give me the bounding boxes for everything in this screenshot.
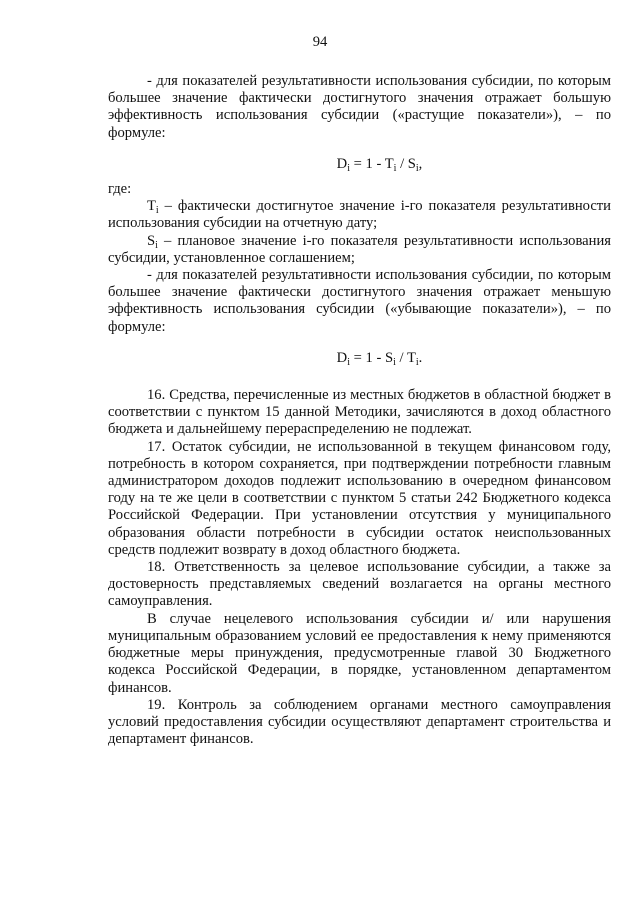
where-label: где:: [108, 181, 132, 198]
definition-ti: $T_i$ – фактически достигнутое значение i-го показателя результативности использования субсидии на отчетную дату;: [108, 198, 611, 232]
document-body: [108, 73, 611, 748]
paragraph-growing-indicators: - для показателей результативности использования субсидии, по которым большее значение фактически достигнутого значения отражает большую эффективность использования субсидии («растущие показатели»), – по формуле:: [108, 73, 611, 141]
definition-si: $S_i$ – плановое значение i-го показателя результативности использования субсидии, установленное соглашением;: [108, 232, 611, 266]
paragraph-16: 16. Средства, перечисленные из местных бюджетов в областной бюджет в соответствии с пунктом 15 данной Методики, зачисляются в доход областного бюджета и дальнейшему перераспределению не подлежат.: [108, 387, 611, 438]
page-number: 94: [312, 34, 328, 50]
paragraph-17: 17. Остаток субсидии, не использованной в текущем финансовом году, потребность в котором сохраняется, при подтверждении потребности главным администратором доходов подлежит использованию в очередном финансовом году на те же цели в соответствии с пунктом 5 статьи 242 Бюджетного кодекса Российской Федерации. При установлении отсутствия у муниципального образования области потребности в субсидии остаток неиспользованных средств подлежит возврату в доход областного бюджета.: [108, 438, 611, 558]
paragraph-19: 19. Контроль за соблюдением органами местного самоуправления условий предоставления субсидии осуществляют департамент строительства и департамент финансов.: [108, 696, 611, 748]
formula-growing: $D_i = 1 - T_i / S_i$,: [336, 155, 423, 174]
paragraph-18: 18. Ответственность за целевое использование субсидии, а также за достоверность представляемых сведений возлагается на органы местного самоуправления.: [108, 559, 611, 610]
paragraph-decreasing-indicators: - для показателей результативности использования субсидии, по которым большее значение фактически достигнутого значения отражает меньшую эффективность использования субсидии («убывающие показатели»), – по формуле:: [108, 267, 611, 335]
paragraph-18-continued: В случае нецелевого использования субсидии и/ или нарушения муниципальным образованием условий ее предоставления к нему применяются бюджетные меры принуждения, предусмотренные главой 30 Бюджетного кодекса Российской Федерации, в порядке, установленном департаментом финансов.: [108, 610, 611, 696]
formula-decreasing: $D_i = 1 - S_i / T_i$.: [336, 349, 423, 368]
